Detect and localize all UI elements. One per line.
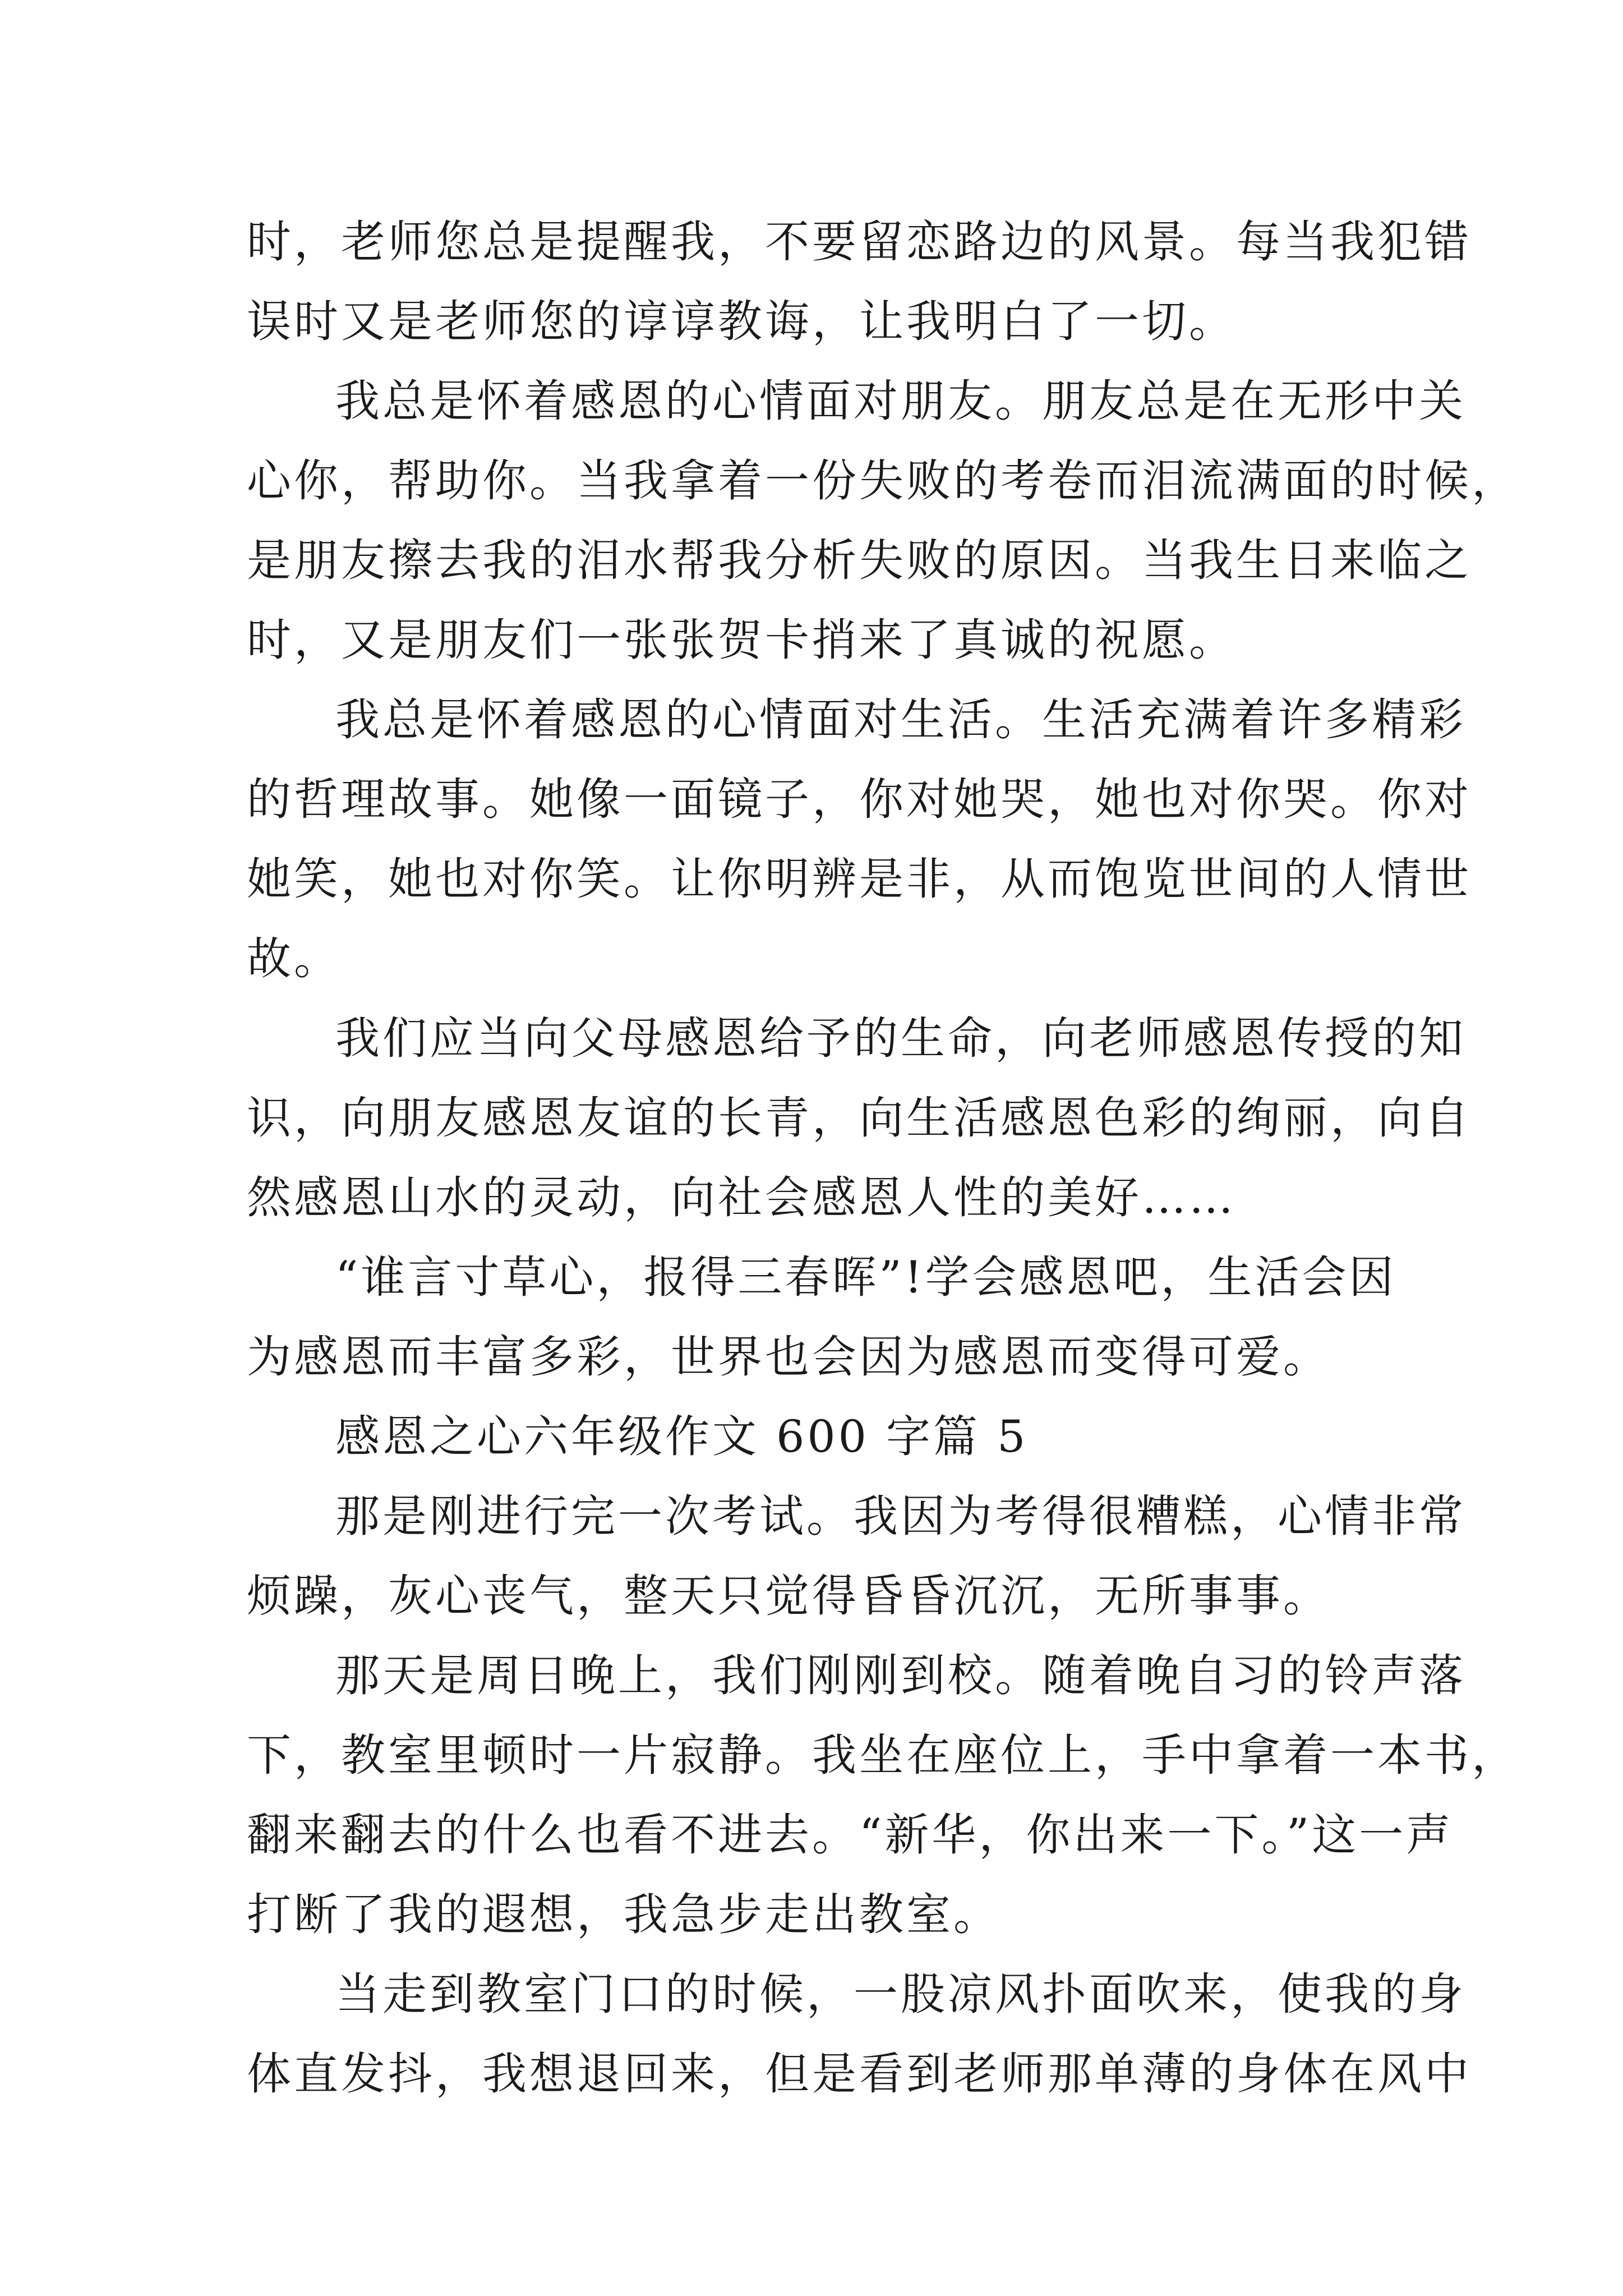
paragraph-start-line: 我总是怀着感恩的心情面对朋友。朋友总是在无形中关 <box>335 375 1466 427</box>
text-line: 是朋友擦去我的泪水帮我分析失败的原因。当我生日来临之 <box>247 535 1472 586</box>
paragraph-start-line: 当走到教室门口的时候，一股凉风扑面吹来，使我的身 <box>335 1968 1466 2020</box>
text-line: 心你，帮助你。当我拿着一份失败的考卷而泪流满面的时候， <box>247 455 1519 507</box>
text-line: 她笑，她也对你笑。让你明辨是非，从而饱览世间的人情世 <box>247 853 1472 905</box>
paragraph-start-line: “谁言寸草心，报得三春晖”!学会感恩吧，生活会因 <box>335 1251 1396 1303</box>
text-line: 烦躁，灰心丧气，整天只觉得昏昏沉沉，无所事事。 <box>247 1570 1330 1622</box>
text-line: 为感恩而丰富多彩，世界也会因为感恩而变得可爱。 <box>247 1331 1330 1383</box>
paragraph-start-line: 那是刚进行完一次考试。我因为考得很糟糕，心情非常 <box>335 1490 1466 1542</box>
text-line: 识，向朋友感恩友谊的长青，向生活感恩色彩的绚丽，向自 <box>247 1092 1472 1144</box>
paragraph-start-line: 那天是周日晚上，我们刚刚到校。随着晚自习的铃声落 <box>335 1650 1466 1701</box>
essay-body <box>247 202 1519 2114</box>
text-line: 误时又是老师您的谆谆教诲，让我明白了一切。 <box>247 296 1236 347</box>
text-line: 故。 <box>247 933 341 984</box>
text-line: 翻来翻去的什么也看不进去。“新华，你出来一下。”这一声 <box>247 1809 1454 1861</box>
paragraph-start-line: 我们应当向父母感恩给予的生命，向老师感恩传授的知 <box>335 1013 1466 1064</box>
text-line: 体直发抖，我想退回来，但是看到老师那单薄的身体在风中 <box>247 2048 1472 2100</box>
paragraph-start-line: 我总是怀着感恩的心情面对生活。生活充满着许多精彩 <box>335 694 1466 746</box>
text-line: 然感恩山水的灵动，向社会感恩人性的美好…… <box>247 1172 1236 1223</box>
text-line: 打断了我的遐想，我急步走出教室。 <box>247 1889 1000 1940</box>
text-line: 时，老师您总是提醒我，不要留恋路边的风景。每当我犯错 <box>247 216 1472 268</box>
text-line: 下，教室里顿时一片寂静。我坐在座位上，手中拿着一本书， <box>247 1729 1519 1781</box>
text-line: 的哲理故事。她像一面镜子，你对她哭，她也对你哭。你对 <box>247 774 1472 825</box>
text-line: 时，又是朋友们一张张贺卡捎来了真诚的祝愿。 <box>247 614 1236 666</box>
section-heading: 感恩之心六年级作文 600 字篇 5 <box>335 1411 1029 1462</box>
